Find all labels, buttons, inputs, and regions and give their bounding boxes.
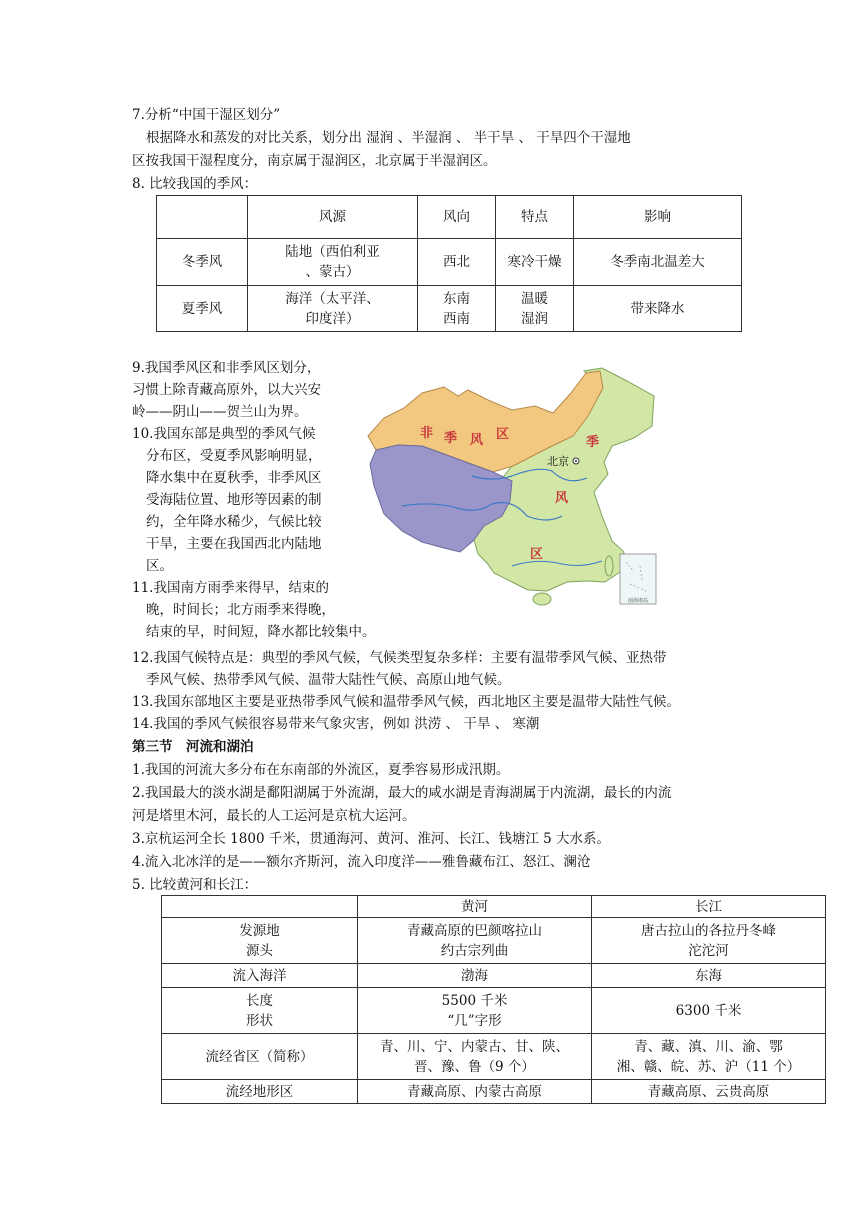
header-cell: 风源	[248, 196, 418, 239]
item11-line: 11.我国南方雨季来得早，结束的	[132, 580, 329, 596]
table-header-row	[157, 196, 742, 239]
section3-line: 3.京杭运河全长 1800 千米，贯通海河、黄河、淮河、长江、钱塘江 5 大水系。	[132, 831, 610, 847]
table-cell: 6300 千米	[592, 988, 826, 1034]
table-row	[162, 1034, 826, 1080]
section3-line: 1.我国的河流大多分布在东南部的外流区，夏季容易形成汛期。	[132, 762, 510, 778]
item11-line: 结束的早，时间短，降水都比较集中。	[146, 624, 376, 640]
item10-line: 分布区，受夏季风影响明显，	[146, 448, 322, 464]
section3-line: 2.我国最大的淡水湖是鄱阳湖属于外流湖，最大的咸水湖是青海湖属于内流湖，最长的内流	[132, 785, 672, 801]
table-cell: 青、川、宁、内蒙古、甘、陕、 晋、豫、鲁（9 个）	[358, 1034, 592, 1080]
table-row	[162, 964, 826, 988]
table-cell: 温暖 湿润	[496, 286, 574, 332]
item10-line: 10.我国东部是典型的季风气候	[132, 426, 316, 442]
section3-title: 第三节 河流和湖泊	[132, 739, 254, 755]
table-cell: 冬季南北温差大	[574, 239, 742, 286]
table-cell: 青藏高原的巴颜喀拉山 约古宗列曲	[358, 918, 592, 964]
table-cell: 发源地 源头	[162, 918, 358, 964]
china-monsoon-map	[362, 366, 664, 614]
header-cell	[162, 896, 358, 918]
section3-line: 河是塔里木河，最长的人工运河是京杭大运河。	[132, 808, 416, 824]
table-cell: 陆地（西伯利亚 、蒙古）	[248, 239, 418, 286]
table-cell: 海洋（太平洋、 印度洋）	[248, 286, 418, 332]
header-cell	[157, 196, 248, 239]
table-cell: 带来降水	[574, 286, 742, 332]
item9-line: 9.我国季风区和非季风区划分，	[132, 360, 321, 376]
item10-line: 降水集中在夏秋季，非季风区	[146, 470, 322, 486]
nonmonsoon-label-char: 季	[444, 431, 458, 446]
header-cell: 黄河	[358, 896, 592, 918]
header-cell: 风向	[418, 196, 496, 239]
inset-label: 南海诸岛	[627, 598, 649, 604]
table-row	[157, 239, 742, 286]
item10-line: 干旱，主要在我国西北内陆地	[146, 536, 322, 552]
section3-line: 5. 比较黄河和长江：	[132, 877, 258, 893]
table-cell: 渤海	[358, 964, 592, 988]
table-cell: 流入海洋	[162, 964, 358, 988]
nonmonsoon-label-char: 风	[470, 433, 484, 448]
item14-line: 14.我国的季风气候很容易带来气象灾害，例如 洪涝 、 干旱 、 寒潮	[132, 716, 540, 732]
table-cell: 东南 西南	[418, 286, 496, 332]
table-row	[162, 918, 826, 964]
table-cell: 流经省区（简称）	[162, 1034, 358, 1080]
header-cell: 长江	[592, 896, 826, 918]
table-cell: 寒冷干燥	[496, 239, 574, 286]
item10-line: 区。	[146, 558, 173, 574]
header-cell: 特点	[496, 196, 574, 239]
item10-line: 约，全年降水稀少，气候比较	[146, 514, 322, 530]
table-header-row	[162, 896, 826, 918]
table-row	[162, 988, 826, 1034]
monsoon-label-char: 风	[555, 491, 569, 506]
south-china-sea-inset	[620, 554, 656, 604]
monsoon-label-char: 季	[586, 435, 600, 450]
table-row	[157, 286, 742, 332]
monsoon-label-char: 区	[530, 547, 544, 562]
item10-line: 受海陆位置、地形等因素的制	[146, 492, 322, 508]
beijing-label: 北京	[547, 455, 569, 468]
table-cell: 流经地形区	[162, 1080, 358, 1104]
table-cell: 东海	[592, 964, 826, 988]
table-cell: 青、藏、滇、川、渝、鄂 湘、赣、皖、苏、沪（11 个）	[592, 1034, 826, 1080]
item9-line: 习惯上除青藏高原外，以大兴安	[132, 382, 321, 398]
item9-line: 岭——阴山——贺兰山为界。	[132, 404, 308, 420]
table-row	[162, 1080, 826, 1104]
table-cell: 5500 千米 “几”字形	[358, 988, 592, 1034]
table-cell: 长度 形状	[162, 988, 358, 1034]
item13-line: 13.我国东部地区主要是亚热带季风气候和温带季风气候，西北地区主要是温带大陆性气候。	[132, 694, 680, 710]
s8-title: 8. 比较我国的季风：	[132, 176, 258, 192]
s7-line1: 根据降水和蒸发的对比关系，划分出 湿润 、半湿润 、 半干旱 、 干旱四个干湿地	[146, 130, 631, 146]
table-cell: 青藏高原、内蒙古高原	[358, 1080, 592, 1104]
rivers-table	[161, 895, 826, 1104]
nonmonsoon-label-char: 非	[420, 426, 434, 441]
monsoon-table	[156, 195, 742, 332]
table-cell: 西北	[418, 239, 496, 286]
table-cell: 冬季风	[157, 239, 248, 286]
table-cell: 唐古拉山的各拉丹冬峰 沱沱河	[592, 918, 826, 964]
nonmonsoon-label-char: 区	[496, 427, 510, 442]
header-cell: 影响	[574, 196, 742, 239]
item12-line: 12.我国气候特点是：典型的季风气候，气候类型复杂多样：主要有温带季风气候、亚热带	[132, 650, 667, 666]
item12-line: 季风气候、热带季风气候、温带大陆性气候、高原山地气候。	[146, 672, 511, 688]
item11-line: 晚，时间长；北方雨季来得晚，	[146, 602, 335, 618]
section3-line: 4.流入北冰洋的是——额尔齐斯河，流入印度洋——雅鲁藏布江、怒江、澜沧	[132, 854, 591, 870]
table-cell: 青藏高原、云贵高原	[592, 1080, 826, 1104]
s7-title: 7.分析“中国干湿区划分”	[132, 107, 281, 123]
s7-line2: 区按我国干湿程度分，南京属于湿润区，北京属于半湿润区。	[132, 153, 497, 169]
table-cell: 夏季风	[157, 286, 248, 332]
